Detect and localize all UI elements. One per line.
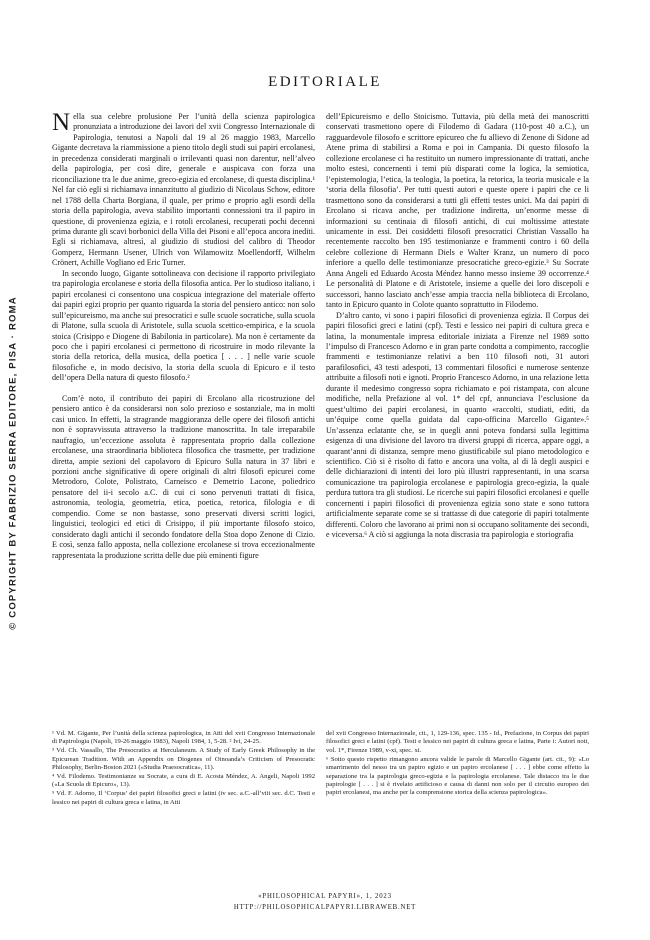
paragraph-third: Com’è noto, il contributo dei papiri di Ercolano alla ricostruzione del pensiero antico è da considerarsi non solo prezioso e sostanziale, ma in molti casi unico. In effetti, la stragrande maggioranza delle opere dei filosofi antichi non è sopravvissuta attraverso la tradizione manoscritta. In tale irreparabile naufragio, un’eccezione assoluta è rappresentata proprio dalla collezione ercolanese, una straordinaria biblioteca filosofica che trasmette, per tradizione diretta, ampie sezioni del capolavoro di Epicuro Sulla natura in 37 libri e porzioni anche significative di opere originali di altri filosofi epicurei come Metrodoro, Colote, Polistrato, Carneisco e Demetrio Lacone, poliedrico pensatore del ii-i secolo a.C. di cui ci sono pervenuti trattati di fisica, astronomia, teologia, geometria, etica, poetica, retorica, filologia e di compendio. Come se non bastasse, sono preservati diversi scritti logici, linguistici, teologici ed etici di Crisippo, il più importante filosofo stoico, considerato dagli antichi il secondo fondatore della Stoa dopo Zenone di Cizio. E così, senza fallo apposta, nella collezione ercolanese si trova eccezionalmente rappresentata la produzione scritta delle due più eminenti figure	[52, 393, 315, 560]
paragraph-continued: dell’Epicureismo e dello Stoicismo. Tuttavia, più della metà dei manoscritti conservati trasmettono opere di Filodemo di Gadara (110-post 40 a.C.), un ragguardevole filosofo e scrittore epicureo che fu allievo di Zenone di Sidone ad Atene prima di stabilirsi a Roma e poi in Campania. Di questo filosofo la collezione ercolanese ci ha restituito un numero impressionante di trattati, anche molto estesi, concernenti i temi più disparati come la logica, la semiotica, l’epistemologia, l’etica, la teologia, la poetica, la retorica, la teoria musicale e la ‘storia della filosofia’. Per tutti questi autori e queste opere i papiri che ce li trasmettono sono da considerarsi a tutti gli effetti testes unici. Ma dai papiri di Ercolano si ricava anche, per tradizione indiretta, un’enorme messe di informazioni su centinaia di filosofi antichi, di cui moltissime attestate unicamente in essi. Dei cosiddetti filosofi presocratici Christian Vassallo ha recentemente raccolto ben 195 testimonianze e frammenti contro i 60 della celebre collezione di Hermann Diels e Walter Kranz, un numero di poco inferiore a quello delle testimonianze presocratiche greco-egizie.³ Su Socrate Anna Angeli ed Eduardo Acosta Méndez hanno messo insieme 39 occorrenze.⁴ Le personalità di Platone e di Aristotele, insieme a quelle dei loro discepoli e successori, hanno lasciato anch’esse ampia traccia nella biblioteca di Ercolano, tanto in Epicuro quanto in Colote quanto soprattutto in Filodemo.	[326, 112, 589, 310]
footnote: ³ Vd. Ch. Vassallo, The Presocratics at Herculaneum. A Study of Early Greek Philosophy in the Epicurean Tradition. With an Appendix on Diogenes of Oinoanda’s Criticism of Presocratic Philosophy, Berlin-Boston 2021 («Studia Praesocratica», 11).	[52, 747, 315, 772]
footnote: ¹ Vd. M. Gigante, Per l’unità della scienza papirologica, in Atti del xvii Congresso Internazionale di Papirologia (Napoli, 19-26 maggio 1983), Napoli 1984, 1, 5-28. ² Ivi, 24-25.	[52, 730, 315, 746]
footnotes-right	[326, 730, 589, 798]
footnote: ⁴ Vd. Filodemo. Testimonianze su Socrate, a cura di E. Acosta Méndez, A. Angeli, Napoli 1992 («La Scuola di Epicuro», 13).	[52, 773, 315, 789]
footnote: ⁶ Sotto questo rispetto rimangono ancora valide le parole di Marcello Gigante (art. cit., 9): «Lo smarrimento del nesso tra un papiro egizio e un papiro ercolanese [ . . . ] ebbe come effetto la separazione tra la papirologia greco-egizia e la papirologia ercolanese. Tale distacco tra le due papirologie [ . . . ] si è rivelato artificioso e causa di danni non solo per il circuito europeo dei papiri ercolanesi, ma anche per la comprensione storica della scienza papirologica».	[326, 755, 589, 797]
paragraph-second: In secondo luogo, Gigante sottolineava con decisione il rapporto privilegiato tra papirologia ercolanese e storia della filosofia antica. Per lo studioso italiano, i papiri ercolanesi ci consentono una cospicua integrazione del materiale offerto dai papiri egizi proprio per quanto riguarda la storia del pensiero antico: non solo sull’epicureismo, ma anche sui presocratici e sulle scuole socratiche, sulla scuola di Platone, sulla scuola di Aristotele, sulla scuola scettico-empirica, e la scuola stoica (Crisippo e Diogene di Babilonia in particolare). Ma non è certamente da poco che i papiri ercolanesi ci permettono di ricostruire in modo rilevante la storia della retorica, della musica, della poetica [ . . . ] nelle varie scuole filosofiche e, in modo decisivo, la storia della scuola di Epicuro e il testo dell’opera Della natura di questo filosofo.²	[52, 268, 315, 383]
right-column	[326, 112, 589, 541]
copyright-notice: © COPYRIGHT BY FABRIZIO SERRA EDITORE, PISA · ROMA	[7, 296, 19, 630]
paragraph-egyptian-papyri: D’altro canto, vi sono i papiri filosofici di provenienza egizia. Il Corpus dei papiri filosofici greci e latini (cpf). Testi e lessico nei papiri di cultura greca e latina, la monumentale impresa editoriale iniziata a Firenze nel 1989 sotto l’impulso di Francesco Adorno e in gran parte condotta a compimento, raccoglie frammenti e testimonianze relativi a ben 110 filosofi noti, 31 autori parafilosofici, 43 testi adespoti, 13 commentari filosofici e numerose sentenze attribuite a filosofi noti e ignoti. Proprio Francesco Adorno, in una relazione letta durante il medesimo congresso sopra richiamato e poi ristampata, con alcune modifiche, nella Prefazione al vol. 1* del cpf, annunciava l’esclusione da quest’ultimo dei papiri ercolanesi, in quanto «raccolti, studiati, editi, da un’équipe come quella guidata dal capo-officina Marcello Gigante».⁵ Un’assenza eclatante che, se in quegli anni poteva fondarsi sulla legittima esigenza di una divisione del lavoro tra diversi gruppi di ricerca, appare oggi, a quarant’anni di distanza, sempre meno giustificabile sul piano metodologico e scientifico. Ciò si è risolto di fatto e ancora una volta, al di là degli auspici e delle dichiarazioni di intenti dei loro più illustri rappresentanti, in una scarsa comunicazione tra papirologia ercolanese e papirologia greco-egizia, la quale perdura tuttora tra gli studiosi. Le ricerche sui papiri filosofici ercolanesi e quelle concernenti i papiri filosofici di provenienza egizia sono state e sono tuttora artificialmente separate come se si trattasse di due categorie di papiri totalmente differenti. Coloro che lavorano ai primi non si occupano solitamente dei secondi, e viceversa.⁶ A ciò si aggiunga la nota discrasia tra papirologia e storiografia	[326, 310, 589, 540]
page-title: EDITORIALE	[268, 74, 382, 90]
footnotes-left	[52, 730, 315, 808]
drop-cap: N	[52, 109, 71, 136]
journal-citation: «PHILOSOPHICAL PAPYRI», 1, 2023	[258, 893, 392, 900]
journal-url: HTTP://PHILOSOPHICALPAPYRI.LIBRAWEB.NET	[233, 904, 417, 911]
paragraph-intro-text: ella sua celebre prolusione Per l’unità della scienza papirologica pronunziata a introduzione dei lavori del xvii Congresso Internazionale di Papirologia, tenutosi a Napoli dal 19 al 26 maggio 1983, Marcello Gigante decretava la riammissione a pieno titolo degli studi sui papiri ercolanesi, in precedenza considerati marginali o irrilevanti quasi non darentur, nell’alveo della papirologia, per così dire, generale e auspicava con forza una riconciliazione tra le due anime, greco-egizia ed ercolanese, di questa disciplina.¹ Nel far ciò egli si richiamava innanzitutto al giudizio di Nicolaus Schow, editore nel 1788 della Charta Borgiana, il quale, per primo e proprio agli esordi della storia della papirologia, aveva stabilito importanti connessioni tra il papiro in questione, di provenienza egizia, e i rotoli ercolanesi, recuperati pochi decenni prima durante gli scavi borbonici della Villa dei Pisoni e all’epoca ancora inediti. Egli si richiamava, altresì, al giudizio di studiosi del calibro di Theodor Gomperz, Hermann Usener, Ulrich von Wilamowitz Moellendorff, Wilhelm Crönert, Achille Vogliano ed Eric Turner.	[52, 112, 315, 268]
left-column	[52, 109, 315, 561]
footnote: del xvii Congresso Internazionale, cit., 1, 129-136, spec. 135 - Id., Prefazione, in Corpus dei papiri filosofici greci e latini (cpf). Testi e lessico nei papiri di cultura greca e latina, Parte i: Autori noti, vol. 1*, Firenze 1989, v-xi, spec. xi.	[326, 730, 589, 754]
copyright-sidebar	[6, 238, 20, 688]
footnote: ⁵ Vd. F. Adorno, Il ‘Corpus’ dei papiri filosofici greci e latini (iv sec. a.C.-all’viii sec. d.C. Testi e lessico nei papiri di cultura greca e latina, in Atti	[52, 790, 315, 806]
paragraph-intro	[52, 109, 315, 269]
